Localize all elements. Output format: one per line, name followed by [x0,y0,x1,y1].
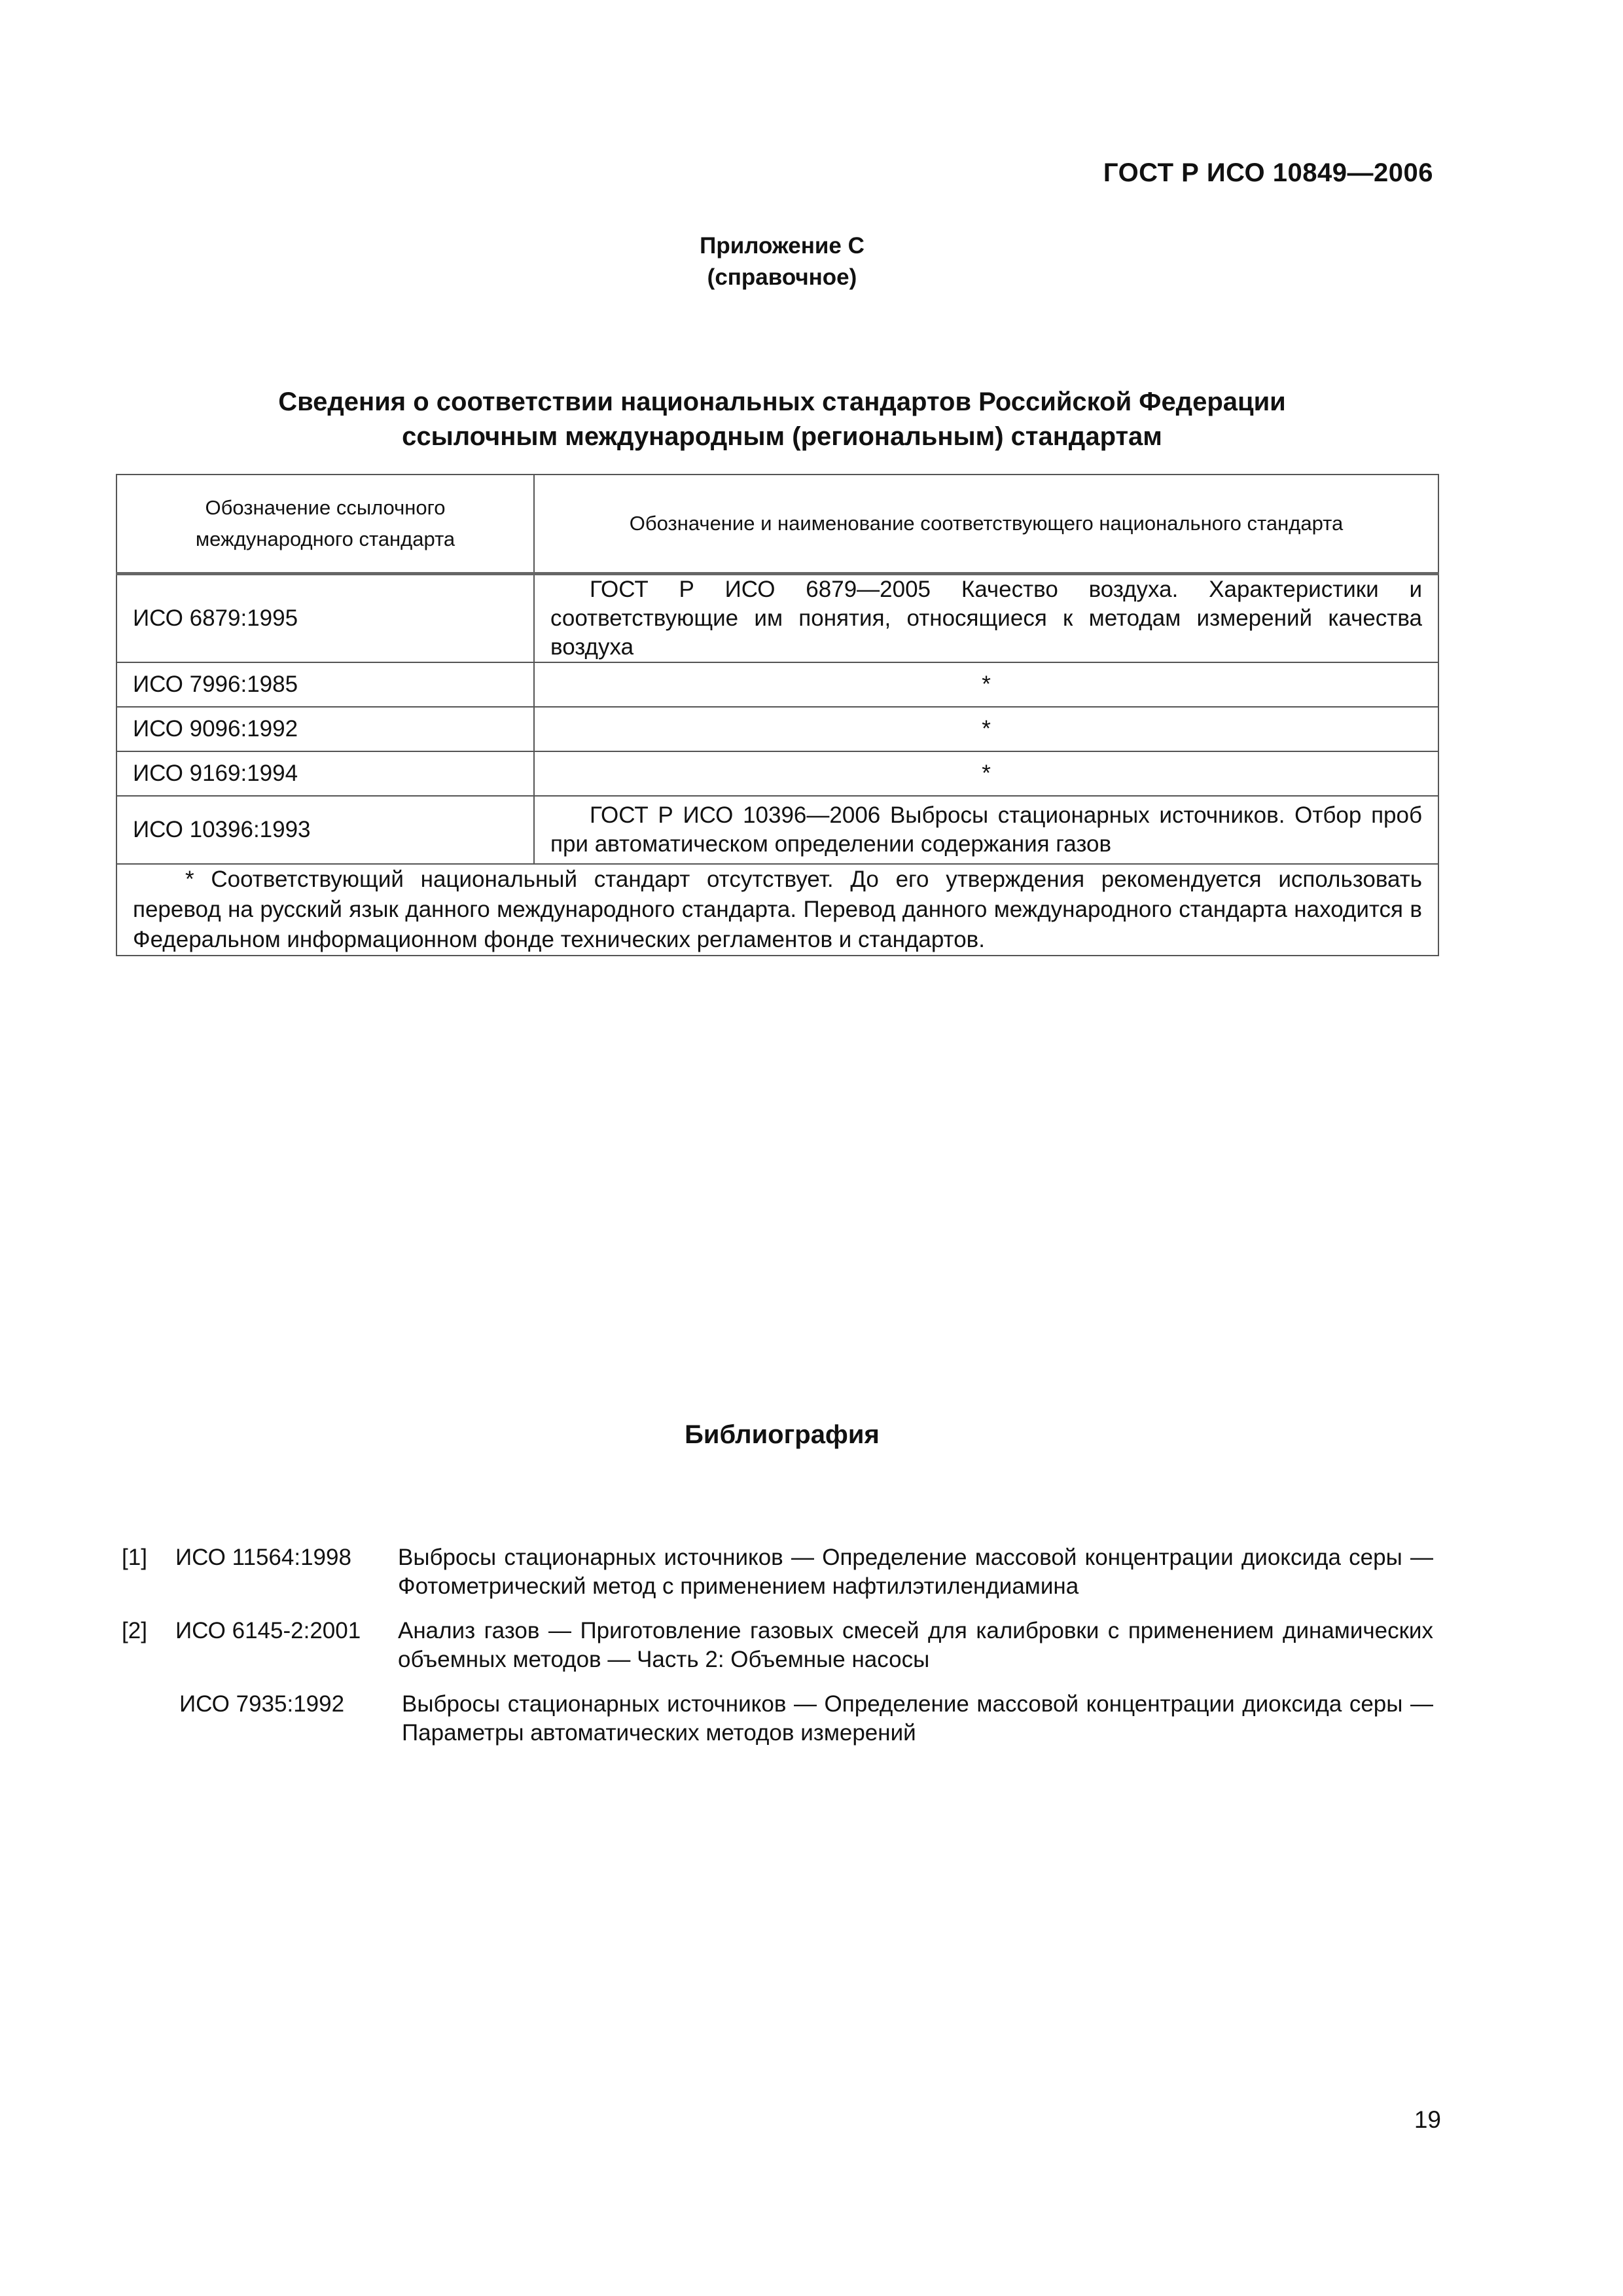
iso-code-cell: ИСО 7996:1985 [116,662,534,707]
table-header-row [116,475,1438,574]
table-row [116,751,1438,796]
bibliography-code: ИСО 7935:1992 [179,1691,345,1717]
iso-code-cell: ИСО 9096:1992 [116,707,534,751]
iso-code-cell: ИСО 9169:1994 [116,751,534,796]
bibliography-code: ИСО 6145-2:2001 [175,1618,361,1643]
table-row [116,662,1438,707]
bibliography-list [122,1543,1433,1763]
appendix-subtitle: (справочное) [707,264,857,290]
table-title-line-2: ссылочным международным (региональным) стандартам [402,422,1162,451]
bibliography-item [122,1617,1433,1674]
bibliography-text: Выбросы стационарных источников — Определение массовой концентрации диоксида серы — Параметры автоматических методов измерений [402,1691,1433,1746]
bibliography-item [122,1690,1433,1748]
national-standard-cell: ГОСТ Р ИСО 6879—2005 Качество воздуха. Характеристики и соответствующие им понятия, относящиеся к методам измерений качества воздуха [534,574,1438,663]
national-standard-cell: * [534,662,1438,707]
header-iso-designation: Обозначение ссылочного международного стандарта [116,475,534,574]
national-standard-cell: ГОСТ Р ИСО 10396—2006 Выбросы стационарных источников. Отбор проб при автоматическом определении содержания газов [534,796,1438,864]
bibliography-text: Выбросы стационарных источников — Определение массовой концентрации диоксида серы — Фотометрический метод с применением нафтилэтилендиамина [398,1545,1433,1599]
bibliography-number: [2] [122,1618,147,1643]
bibliography-number [122,1690,175,1748]
appendix-heading [0,230,1564,293]
bibliography-code: ИСО 11564:1998 [175,1545,351,1570]
document-code: ГОСТ Р ИСО 10849—2006 [1103,158,1433,187]
table-row [116,707,1438,751]
bibliography-title: Библиография [685,1420,880,1449]
iso-code-cell: ИСО 6879:1995 [116,574,534,663]
table-title-line-1: Сведения о соответствии национальных стандартов Российской Федерации [278,387,1286,416]
iso-code-cell: ИСО 10396:1993 [116,796,534,864]
table-title [0,385,1564,454]
page-number: 19 [1414,2106,1441,2133]
bibliography-text: Анализ газов — Приготовление газовых смесей для калибровки с применением динамических объемных методов — Часть 2: Объемные насосы [398,1618,1433,1672]
table-row [116,574,1438,663]
bibliography-number: [1] [122,1545,147,1570]
table-footnote: * Соответствующий национальный стандарт отсутствует. До его утверждения рекомендуется использовать перевод на русский язык данного международного стандарта. Перевод данного международного стандарта находится в Федеральном информационном фонде технических регламентов и стандартов. [116,864,1438,956]
correspondence-table [116,474,1439,956]
bibliography-item [122,1543,1433,1601]
national-standard-cell: * [534,707,1438,751]
table-row [116,796,1438,864]
appendix-title: Приложение С [700,233,865,259]
table-footnote-row [116,864,1438,956]
national-standard-cell: * [534,751,1438,796]
header-national-standard: Обозначение и наименование соответствующего национального стандарта [534,475,1438,574]
